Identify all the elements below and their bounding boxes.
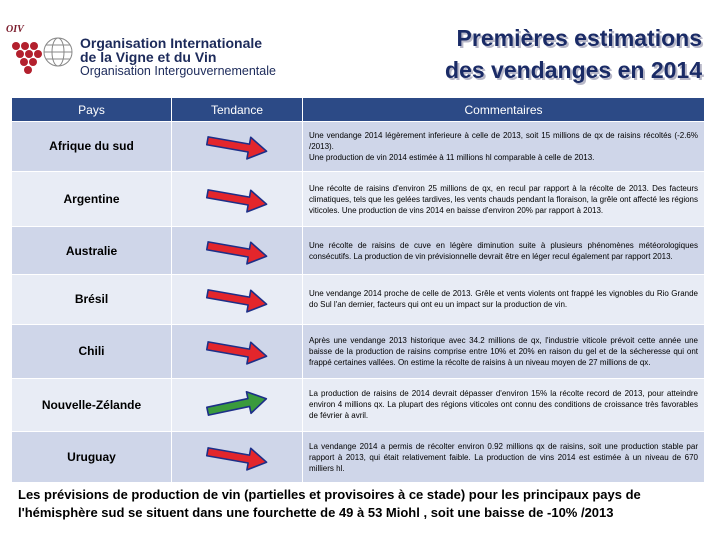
comment-paragraph: La vendange 2014 a permis de récolter environ 0.92 millions qx de raisins, soit une production stable par rapport à 2013, qui était relativement faible. La production de vins 2014 est estimée à un niveau de 670 milliers hl. — [309, 441, 698, 473]
comment-paragraph: Une vendange 2014 légèrement inferieure à celle de 2013, soit 15 millions de qx de raisins récoltés (-2.6% /2013). — [309, 130, 698, 151]
trend-cell — [172, 275, 303, 325]
organisation-name — [80, 36, 276, 78]
trend-cell — [172, 122, 303, 172]
comment-cell — [303, 432, 705, 483]
comment-paragraph: La production de raisins de 2014 devrait dépasser d'environ 15% la récolte record de 2013, pour atteindre environ 4 millions qx. La plupart des régions viticoles ont connu des conditions de croissance très favorables de février à avril. — [309, 389, 698, 421]
table-row — [12, 432, 705, 483]
trend-cell — [172, 324, 303, 378]
country-cell: Nouvelle-Zélande — [12, 378, 172, 432]
org-line-3: Organisation Intergouvernementale — [80, 64, 276, 78]
comment-cell — [303, 324, 705, 378]
table-row — [12, 227, 705, 275]
country-cell: Brésil — [12, 275, 172, 325]
comment-cell — [303, 275, 705, 325]
summary-text: Les prévisions de production de vin (partielles et provisoires à ce stade) pour les principaux pays de l'hémisphère sud se situent dans une fourchette de 49 à 53 Miohl , soit une baisse de -10% /2013 — [18, 487, 641, 520]
trend-cell — [172, 171, 303, 227]
comment-paragraph: Après une vendange 2013 historique avec 34.2 millions de qx, l'industrie viticole prévoit cette année une baisse de la production de raisins comprise entre 10% et 20% en raison du gel et de la sécheresse qui ont frappé certaines vallées. On estime la récolte de raisins à un niveau moyen de 27 millions de qx. — [309, 335, 698, 367]
comment-cell — [303, 122, 705, 172]
title-line-1: Premières estimations — [456, 25, 702, 51]
country-cell: Uruguay — [12, 432, 172, 483]
table-header-row — [12, 98, 705, 122]
comment-cell — [303, 227, 705, 275]
org-line-2: de la Vigne et du Vin — [80, 49, 217, 65]
comment-paragraph: Une récolte de raisins de cuve en légère diminution suite à plusieurs phénomènes météorologiques consécutifs. La production de vin prévisionnelle devrait être en léger recul également par rapport 2013. — [309, 240, 698, 261]
country-cell: Argentine — [12, 171, 172, 227]
trend-down-arrow-icon — [203, 442, 271, 472]
country-cell: Australie — [12, 227, 172, 275]
header-trend: Tendance — [172, 98, 303, 122]
comment-paragraph: Une récolte de raisins d'environ 25 millions de qx, en recul par rapport à la récolte de 2013. Des facteurs climatiques, tels que les gelées tardives, les vents chauds pendant la floraison, la grêle ont affecté les régions viticoles. Une production de vins 2014 en baisse d'environ 20% par rapport à 2013. — [309, 183, 698, 215]
table-row — [12, 324, 705, 378]
comment-cell — [303, 378, 705, 432]
comment-cell — [303, 171, 705, 227]
trend-down-arrow-icon — [203, 284, 271, 314]
header-country: Pays — [12, 98, 172, 122]
logo-text: OIV — [6, 24, 24, 35]
table-row — [12, 275, 705, 325]
trend-down-arrow-icon — [203, 236, 271, 266]
country-cell: Afrique du sud — [12, 122, 172, 172]
page-title — [342, 22, 702, 86]
comment-paragraph: Une vendange 2014 proche de celle de 2013. Grêle et vents violents ont frappé les vignobles du Rio Grande do Sul l'an dernier, facteurs qui ont eu un impact sur la production de vin. — [309, 289, 698, 310]
trend-down-arrow-icon — [203, 336, 271, 366]
table-row — [12, 122, 705, 172]
table-row — [12, 171, 705, 227]
trend-cell — [172, 227, 303, 275]
trend-down-arrow-icon — [203, 184, 271, 214]
comment-paragraph: Une production de vin 2014 estimée à 11 millions hl comparable à celle de 2013. — [309, 152, 595, 162]
trend-down-arrow-icon — [203, 131, 271, 161]
trend-cell — [172, 378, 303, 432]
trend-cell — [172, 432, 303, 483]
table-row — [12, 378, 705, 432]
title-line-2: des vendanges en 2014 — [445, 57, 702, 83]
estimates-table — [11, 97, 705, 483]
header-comments: Commentaires — [303, 98, 705, 122]
country-cell: Chili — [12, 324, 172, 378]
trend-up-arrow-icon — [203, 390, 271, 420]
org-line-1: Organisation Internationale — [80, 35, 263, 51]
